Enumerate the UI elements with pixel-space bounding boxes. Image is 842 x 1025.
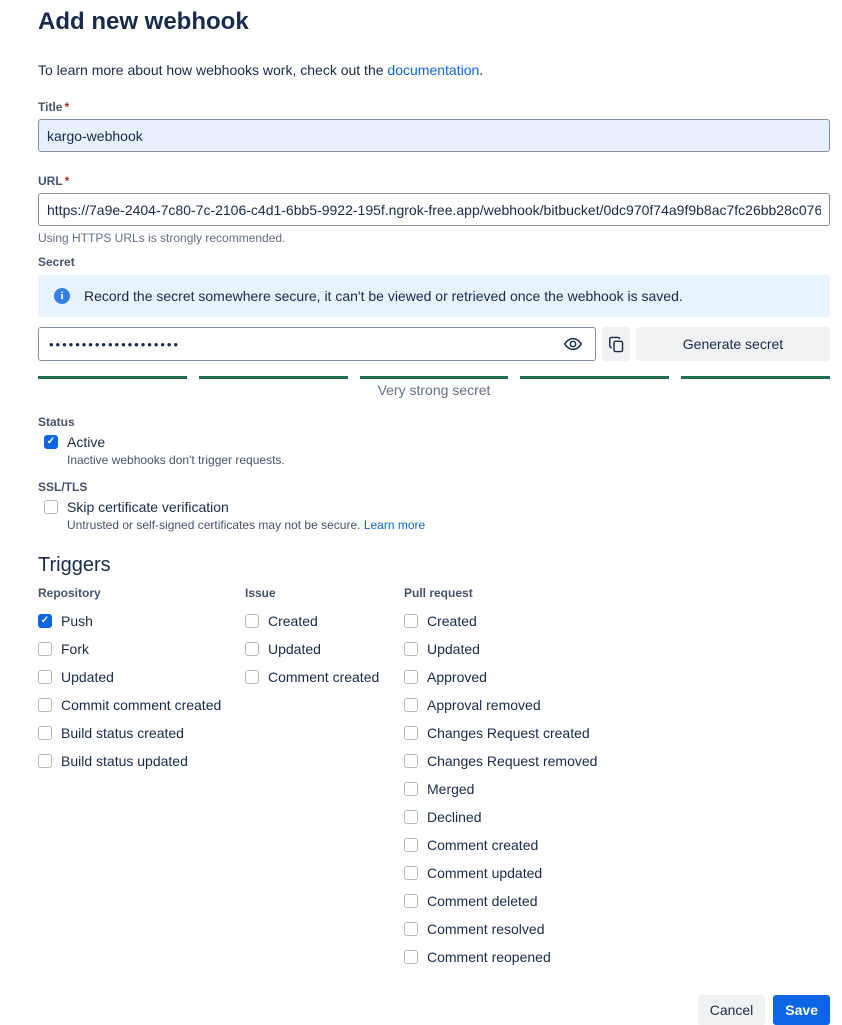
eye-icon [563,334,583,354]
trigger-label: Fork [61,641,89,657]
intro-prefix: To learn more about how webhooks work, check out the [38,62,388,78]
trigger-row-repository-updated[interactable] [38,669,245,685]
checkbox-unchecked-icon[interactable] [404,866,418,880]
checkbox-unchecked-icon[interactable] [404,614,418,628]
copy-secret-button[interactable] [602,327,630,361]
trigger-row-pull-request-declined[interactable] [404,809,830,825]
secret-row [38,327,830,361]
triggers-heading: Triggers [38,554,111,576]
trigger-row-issue-created[interactable] [245,613,404,629]
trigger-label: Declined [427,809,482,825]
trigger-row-pull-request-approval-removed[interactable] [404,697,830,713]
trigger-row-pull-request-changes-request-removed[interactable] [404,753,830,769]
url-input[interactable] [38,193,830,226]
title-label-text: Title [38,100,63,114]
trigger-label: Updated [427,641,480,657]
trigger-label: Merged [427,781,475,797]
trigger-label: Updated [268,641,321,657]
trigger-label: Comment deleted [427,893,538,909]
trigger-row-repository-commit-comment-created[interactable] [38,697,245,713]
active-checkbox-label: Active [67,434,106,450]
active-checkbox-row[interactable] [38,434,830,450]
trigger-row-pull-request-comment-created[interactable] [404,837,830,853]
reveal-secret-button[interactable] [561,334,585,354]
checkbox-unchecked-icon[interactable] [404,670,418,684]
checkbox-unchecked-icon[interactable] [38,726,52,740]
skip-certificate-checkbox[interactable] [44,500,58,514]
checkbox-unchecked-icon[interactable] [404,838,418,852]
trigger-label: Updated [61,669,114,685]
secret-strength-bar [681,376,830,379]
secret-label: Secret [38,255,75,269]
checkbox-checked-icon[interactable] [38,614,52,628]
trigger-row-pull-request-comment-deleted[interactable] [404,893,830,909]
learn-more-link[interactable]: Learn more [363,518,426,532]
ssl-label: SSL/TLS [38,480,88,494]
checkbox-unchecked-icon[interactable] [245,670,259,684]
skip-certificate-checkbox-label: Skip certificate verification [67,499,229,515]
trigger-column-header-repository: Repository [38,586,101,600]
checkbox-unchecked-icon[interactable] [245,614,259,628]
checkbox-unchecked-icon[interactable] [404,950,418,964]
skip-certificate-checkbox-row[interactable] [38,499,830,515]
info-icon: i [54,288,70,304]
trigger-label: Build status created [61,725,184,741]
trigger-row-pull-request-created[interactable] [404,613,830,629]
checkbox-unchecked-icon[interactable] [404,698,418,712]
trigger-column-issue [245,586,404,977]
checkbox-unchecked-icon[interactable] [404,726,418,740]
trigger-row-repository-fork[interactable] [38,641,245,657]
status-helper-text: Inactive webhooks don't trigger requests. [67,453,285,467]
trigger-column-header-issue: Issue [245,586,276,600]
trigger-columns [38,586,830,977]
trigger-row-repository-build-status-updated[interactable] [38,753,245,769]
documentation-link[interactable]: documentation [387,62,480,78]
trigger-row-pull-request-changes-request-created[interactable] [404,725,830,741]
secret-strength-bar [38,376,187,379]
trigger-label: Approval removed [427,697,541,713]
trigger-column-header-pull-request: Pull request [404,586,473,600]
trigger-column-pull-request [404,586,830,977]
title-input[interactable] [38,119,830,152]
trigger-label: Comment created [427,837,539,853]
trigger-label: Comment created [268,669,380,685]
trigger-label: Created [268,613,318,629]
cancel-button[interactable]: Cancel [698,995,766,1025]
trigger-label: Push [61,613,93,629]
trigger-label: Comment resolved [427,921,545,937]
trigger-row-issue-comment-created[interactable] [245,669,404,685]
secret-banner-text: Record the secret somewhere secure, it can't be viewed or retrieved once the webhook is saved. [84,288,683,304]
trigger-label: Comment updated [427,865,543,881]
trigger-label: Approved [427,669,487,685]
checkbox-unchecked-icon[interactable] [404,642,418,656]
trigger-column-repository [38,586,245,977]
checkbox-unchecked-icon[interactable] [404,810,418,824]
title-label [38,100,830,114]
checkbox-unchecked-icon[interactable] [404,894,418,908]
secret-strength-bar [360,376,509,379]
generate-secret-button[interactable]: Generate secret [636,327,830,361]
trigger-label: Created [427,613,477,629]
ssl-helper-prefix: Untrusted or self-signed certificates may not be secure. [67,518,364,532]
secret-info-banner [38,275,830,317]
checkbox-unchecked-icon[interactable] [38,754,52,768]
checkbox-unchecked-icon[interactable] [404,754,418,768]
checkbox-unchecked-icon[interactable] [245,642,259,656]
copy-icon [608,336,625,353]
intro-text [38,62,830,78]
trigger-label: Changes Request created [427,725,590,741]
title-required-asterisk: * [64,100,70,114]
secret-masked-value: •••••••••••••••••••• [49,336,181,352]
checkbox-unchecked-icon[interactable] [38,698,52,712]
checkbox-unchecked-icon[interactable] [38,670,52,684]
checkbox-unchecked-icon[interactable] [38,642,52,656]
trigger-label: Build status updated [61,753,188,769]
ssl-helper-text [67,518,830,532]
trigger-label: Comment reopened [427,949,551,965]
intro-suffix: . [479,62,484,78]
url-required-asterisk: * [64,174,70,188]
active-checkbox[interactable] [44,435,58,449]
trigger-label: Changes Request removed [427,753,598,769]
trigger-row-pull-request-comment-updated[interactable] [404,865,830,881]
secret-strength-meter [38,376,830,379]
trigger-row-pull-request-merged[interactable] [404,781,830,797]
trigger-row-pull-request-updated[interactable] [404,641,830,657]
save-button[interactable]: Save [773,995,830,1025]
trigger-row-repository-push[interactable] [38,613,245,629]
trigger-row-pull-request-approved[interactable] [404,669,830,685]
checkbox-unchecked-icon[interactable] [404,782,418,796]
form-footer [38,995,830,1025]
secret-strength-label: Very strong secret [377,382,491,398]
checkbox-unchecked-icon[interactable] [404,922,418,936]
trigger-row-issue-updated[interactable] [245,641,404,657]
page-title: Add new webhook [38,8,249,35]
trigger-row-repository-build-status-created[interactable] [38,725,245,741]
trigger-row-pull-request-comment-resolved[interactable] [404,921,830,937]
status-label: Status [38,415,75,429]
secret-strength-bar [520,376,669,379]
trigger-row-pull-request-comment-reopened[interactable] [404,949,830,965]
url-label-text: URL [38,174,63,188]
secret-input[interactable] [38,327,596,361]
url-helper-text: Using HTTPS URLs is strongly recommended. [38,231,286,245]
trigger-label: Commit comment created [61,697,222,713]
secret-strength-bar [199,376,348,379]
url-label [38,174,830,188]
